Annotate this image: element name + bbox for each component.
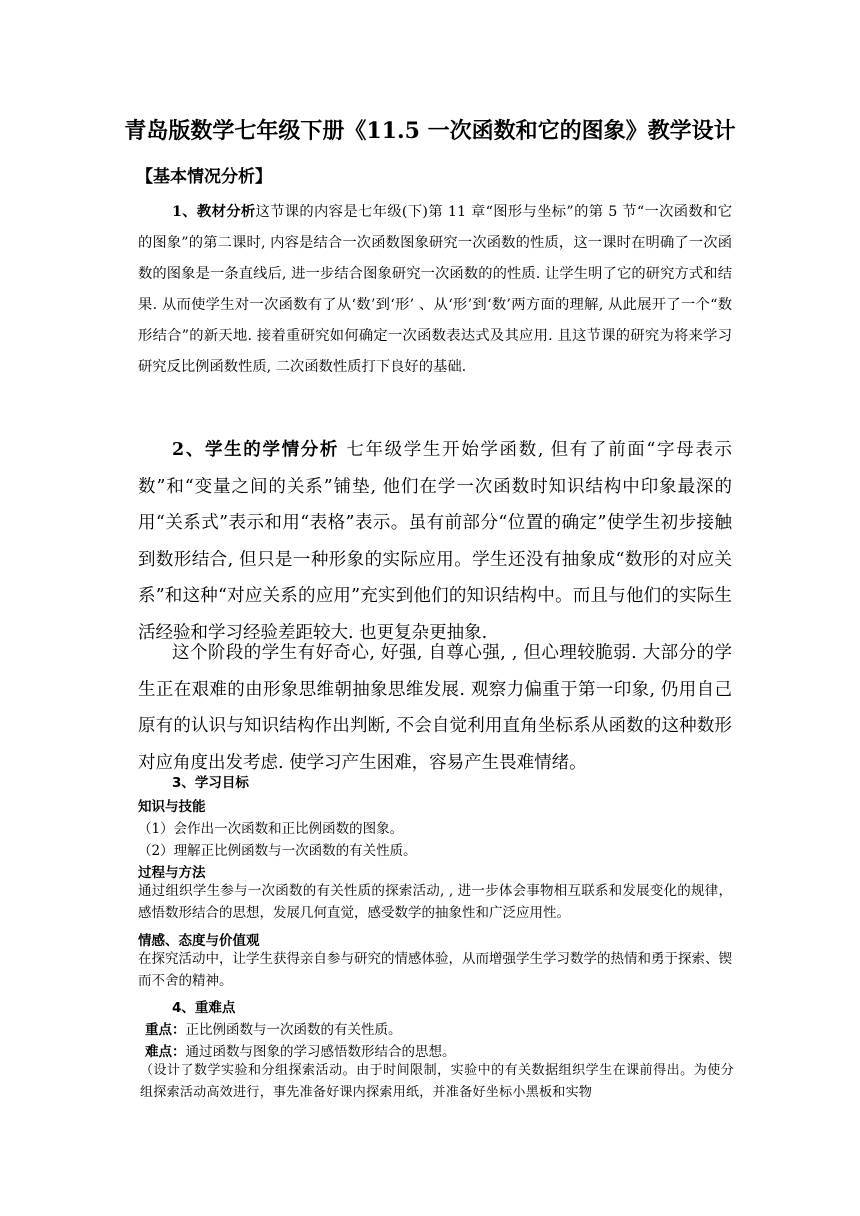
label-textbook-analysis: 1、教材分析 [172, 204, 256, 220]
difficult-point-line [145, 1040, 456, 1060]
paragraph-student-analysis [138, 432, 732, 651]
key-point-text: 正比例函数与一次函数的有关性质。 [185, 1022, 402, 1038]
paragraph-design-note: （设计了数学实验和分组探索活动。由于时间限制，实验中的有关数据组织学生在课前得出。为使分组探索活动高效进行，事先准备好课内探索用纸，并准备好坐标小黑板和实物 [140, 1063, 734, 1100]
section-heading-basic: 【基本情况分析】 [136, 167, 272, 187]
key-point-line [145, 1018, 402, 1038]
heading-knowledge-skills: 知识与技能 [138, 799, 206, 815]
key-point-label: 重点： [145, 1022, 186, 1038]
paragraph-process-methods: 通过组织学生参与一次函数的有关性质的探索活动, , 进一步体会事物相互联系和发展变化的规律，感悟数形结合的思想，发展几何直觉，感受数学的抽象性和广泛应用性。 [138, 883, 732, 921]
difficult-point-label: 难点： [145, 1044, 186, 1060]
paragraph-emotion-values: 在探究活动中，让学生获得亲自参与研究的情感体验，从而增强学生学习数学的热情和勇于探索、锲而不舍的精神。 [138, 951, 732, 989]
difficult-point-text: 通过函数与图象的学习感悟数形结合的思想。 [185, 1044, 456, 1060]
document-title: 青岛版数学七年级下册《11.5 一次函数和它的图象》教学设计 [124, 118, 736, 144]
heading-emotion-values: 情感、态度与价值观 [138, 933, 260, 949]
heading-key-difficult-points: 4、重难点 [172, 1000, 236, 1016]
paragraph-student-traits: 这个阶段的学生有好奇心, 好强, 自尊心强, , 但心理较脆弱. 大部分的学生正在艰难的由形象思维朝抽象思维发展. 观察力偏重于第一印象, 仍用自己原有的认识与知识结构作出判断, 不会自觉利用直角坐标系从函数的这种数形对应角度出发考虑. 使学习产生困难，容易产生畏难情绪。 [138, 643, 732, 773]
goal-item-2: （2）理解正比例函数与一次函数的有关性质。 [138, 843, 417, 859]
paragraph-textbook-analysis [138, 197, 732, 383]
text-student-analysis: 七年级学生开始学函数, 但有了前面“字母表示数”和“变量之间的关系”铺垫, 他们在学一次函数时知识结构中印象最深的用“关系式”表示和用“表格”表示。虽有前部分“位置的确定”使学生初步接触到数形结合, 但只是一种形象的实际应用。学生还没有抽象成“数形的对应关系”和这种“对应关系的应用”充实到他们的知识结构中。而且与他们的实际生活经验和学习经验差距较大. 也更复杂更抽象. [138, 440, 732, 643]
heading-process-methods: 过程与方法 [138, 865, 206, 881]
goal-item-1: （1）会作出一次函数和正比例函数的图象。 [138, 821, 404, 837]
heading-learning-goals: 3、学习目标 [172, 775, 249, 791]
label-student-analysis: 2、学生的学情分析 [172, 440, 340, 460]
text-textbook-analysis: 这节课的内容是七年级(下)第 11 章“图形与坐标”的第 5 节“一次函数和它的图象”的第二课时, 内容是结合一次函数图象研究一次函数的性质，这一课时在明确了一次函数的图象是一条直线后, 进一步结合图象研究一次函数的的性质. 让学生明了它的研究方式和结果. 从而使学生对一次函数有了从‘数’到‘形’ 、从‘形’到‘数’两方面的理解, 从此展开了一个“数形结合”的新天地. 接着重研究如何确定一次函数表达式及其应用. 且这节课的研究为将来学习研究反比例函数性质, 二次函数性质打下良好的基础. [138, 204, 732, 375]
